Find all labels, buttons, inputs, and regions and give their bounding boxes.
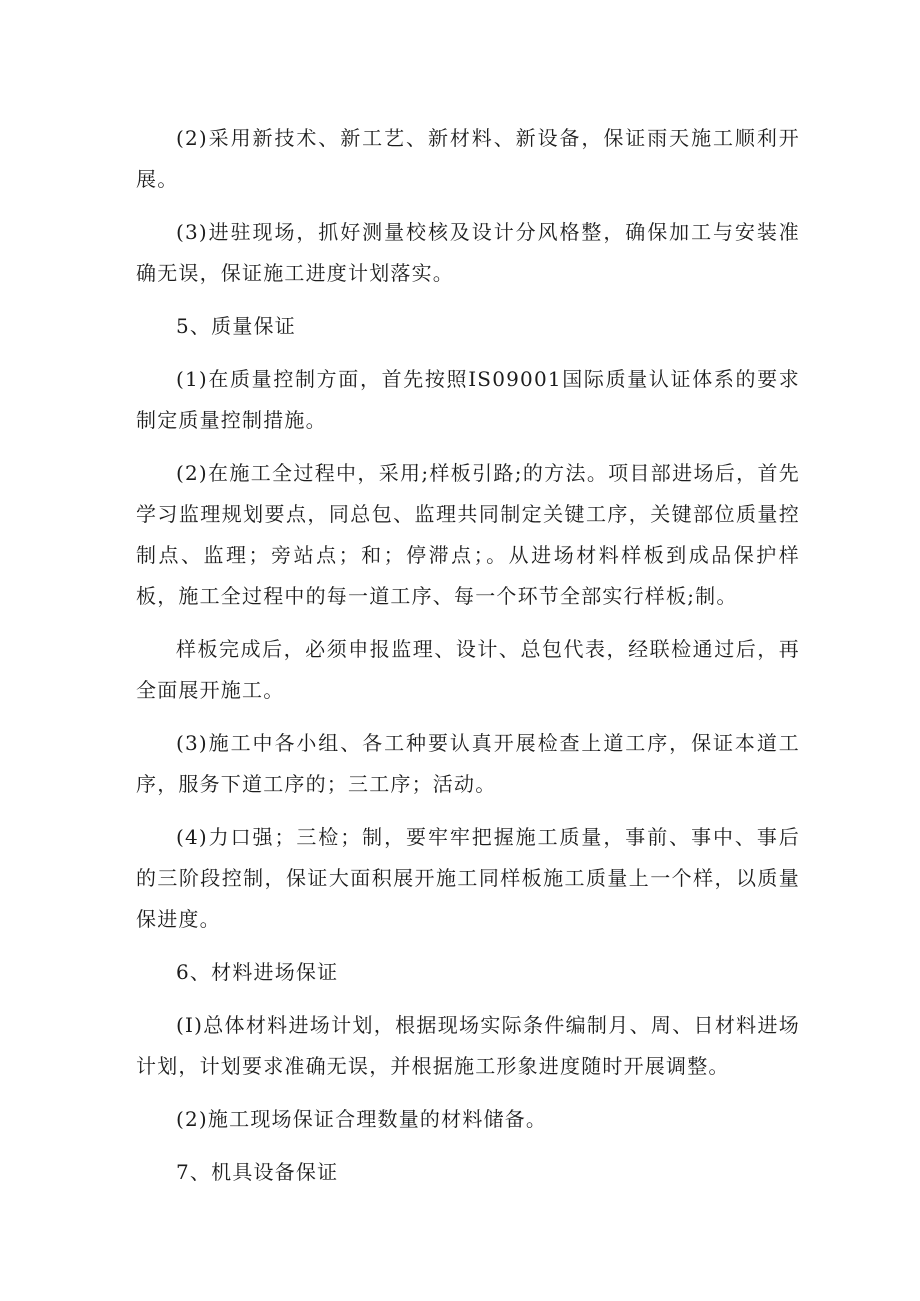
paragraph-rain-tech: (2)采用新技术、新工艺、新材料、新设备，保证雨天施工顺利开展。 [136,126,800,191]
section-heading-equipment: 7、机具设备保证 [176,1160,339,1184]
document-body [136,118,800,1205]
paragraph-material-reserve: (2)施工现场保证合理数量的材料储备。 [176,1107,548,1131]
paragraph-three-check: (4)力口强；三检；制，要牢牢把握施工质量，事前、事中、事后的三阶段控制，保证大面积展开施工同样板施工质量上一个样，以质量保进度。 [136,825,800,931]
paragraph-quality-sample: (2)在施工全过程中，采用;样板引路;的方法。项目部进场后，首先学习监理规划要点，同总包、监理共同制定关键工序，关键部位质量控制点、监理；旁站点；和；停滞点；。从进场材料样板到成品保护样板，施工全过程中的每一道工序、每一个环节全部实行样板;制。 [136,461,800,608]
paragraph-sample-approval: 样板完成后，必须申报监理、设计、总包代表，经联检通过后，再全面展开施工。 [136,637,800,702]
section-heading-materials: 6、材料进场保证 [176,960,339,984]
section-heading-quality: 5、质量保证 [176,314,296,338]
paragraph-material-plan: (I)总体材料进场计划，根据现场实际条件编制月、周、日材料进场计划，计划要求准确无误，并根据施工形象进度随时开展调整。 [136,1013,800,1078]
paragraph-three-process: (3)施工中各小组、各工种要认真开展检查上道工序，保证本道工序，服务下道工序的；三工序；活动。 [136,731,800,796]
paragraph-quality-iso: (1)在质量控制方面，首先按照IS09001国际质量认证体系的要求制定质量控制措施。 [136,367,800,432]
paragraph-site-survey: (3)进驻现场，抓好测量校核及设计分风格整，确保加工与安装准确无误，保证施工进度计划落实。 [136,220,800,285]
